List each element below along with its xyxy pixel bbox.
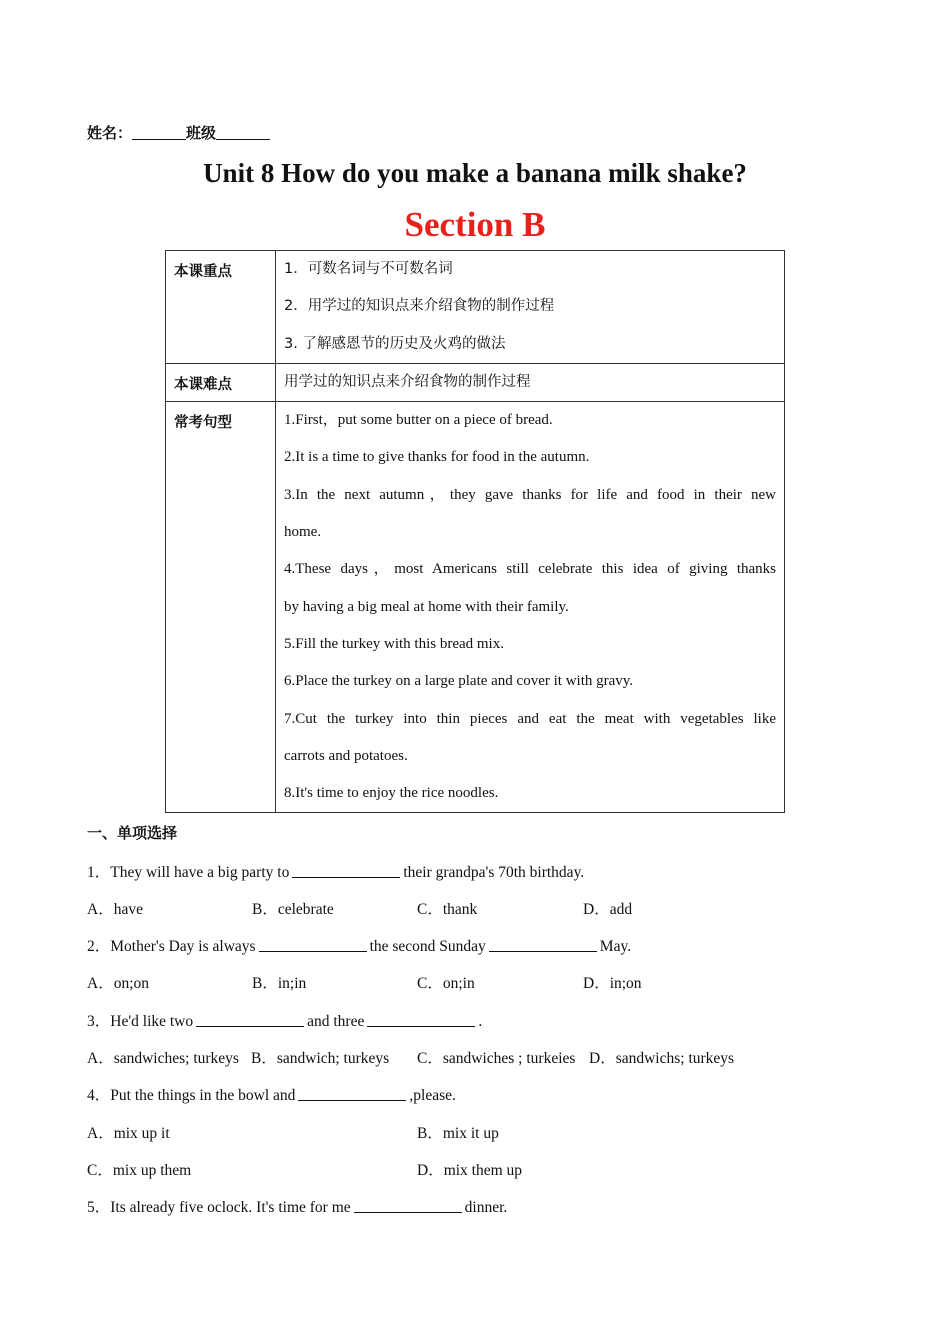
difficulty-row [166,363,785,401]
question-4 [87,1083,456,1105]
pattern-line: 3.In the next autumn，they gave thanks for life and food in their new [284,486,776,503]
pattern-line: 5.Fill the turkey with this bread mix. [284,635,504,652]
option-c[interactable]: C．mix up them [87,1162,192,1179]
page-title: Unit 8 How do you make a banana milk shake? [203,158,747,188]
class-label: 班级 [186,124,217,142]
answer-blank[interactable] [292,863,400,878]
pattern-line: carrots and potatoes. [284,747,408,764]
question-number: 1． [87,864,111,881]
pattern-line: home. [284,524,322,541]
question-1 [87,860,584,882]
name-label: 姓名： [87,124,133,142]
question-text: dinner. [464,1199,508,1216]
question-text: May. [599,938,632,955]
answer-blank[interactable] [489,937,597,952]
question-2 [87,934,631,956]
section-subtitle: Section B [404,205,546,244]
answer-blank[interactable] [259,937,367,952]
answer-blank[interactable] [298,1086,406,1101]
lesson-info-table [165,250,785,813]
question-text: Mother's Day is always [110,938,256,955]
focus-row [166,251,785,364]
patterns-label: 常考句型 [166,402,276,813]
section-heading: 一、单项选择 [87,824,178,842]
option-c[interactable]: C．thank [417,901,478,918]
difficulty-label: 本课难点 [166,363,276,401]
name-class-line [87,122,270,143]
option-b[interactable]: B．in;in [252,975,307,992]
question-text: They will have a big party to [110,864,290,881]
question-3 [87,1009,482,1031]
option-d[interactable]: D．add [583,901,633,918]
pattern-line: 7.Cut the turkey into thin pieces and eat the meat with vegetables like [284,710,776,727]
question-number: 5． [87,1199,111,1216]
question-number: 2． [87,938,111,955]
option-d[interactable]: D．in;on [583,975,642,992]
focus-label: 本课重点 [166,251,276,364]
difficulty-content [276,363,785,401]
answer-blank[interactable] [367,1012,475,1027]
question-text: He'd like two [110,1013,194,1030]
question-text: Put the things in the bowl and [110,1087,296,1104]
focus-content [276,251,785,364]
class-blank[interactable] [216,125,270,140]
question-text: and three [307,1013,365,1030]
patterns-content [276,402,785,813]
question-text: ,please. [409,1087,456,1104]
patterns-row [166,402,785,813]
name-blank[interactable] [132,125,186,140]
pattern-line: 1.First，put some butter on a piece of bread. [284,412,553,429]
question-number: 4． [87,1087,111,1104]
pattern-line: by having a big meal at home with their family. [284,598,569,615]
option-b[interactable]: B．celebrate [252,901,334,918]
option-b[interactable]: B．sandwich; turkeys [251,1050,390,1067]
option-a[interactable]: A．mix up it [87,1125,170,1142]
option-d[interactable]: D．mix them up [417,1162,523,1179]
option-b[interactable]: B．mix it up [417,1125,499,1142]
focus-item: 2．用学过的知识点来介绍食物的制作过程 [284,298,555,315]
difficulty-text: 用学过的知识点来介绍食物的制作过程 [284,373,531,390]
option-d[interactable]: D．sandwichs; turkeys [589,1050,735,1067]
question-text: their grandpa's 70th birthday. [403,864,585,881]
pattern-line: 4.These days，most Americans still celebrate this idea of giving thanks [284,561,776,578]
option-c[interactable]: C．sandwiches ; turkeies [417,1050,576,1067]
option-a[interactable]: A．sandwiches; turkeys [87,1050,239,1067]
question-text: . [478,1013,483,1030]
option-a[interactable]: A．on;on [87,975,150,992]
pattern-line: 8.It's time to enjoy the rice noodles. [284,785,499,802]
question-5 [87,1195,507,1217]
focus-item: 3. 了解感恩节的历史及火鸡的做法 [284,335,506,352]
question-number: 3． [87,1013,111,1030]
answer-blank[interactable] [354,1198,462,1213]
focus-item: 1．可数名词与不可数名词 [284,261,453,277]
answer-blank[interactable] [196,1012,304,1027]
pattern-line: 2.It is a time to give thanks for food in the autumn. [284,449,590,466]
question-text: Its already five oclock. It's time for me [110,1199,351,1216]
pattern-line: 6.Place the turkey on a large plate and cover it with gravy. [284,673,634,690]
option-c[interactable]: C．on;in [417,975,475,992]
option-a[interactable]: A．have [87,901,143,918]
question-text: the second Sunday [369,938,486,955]
